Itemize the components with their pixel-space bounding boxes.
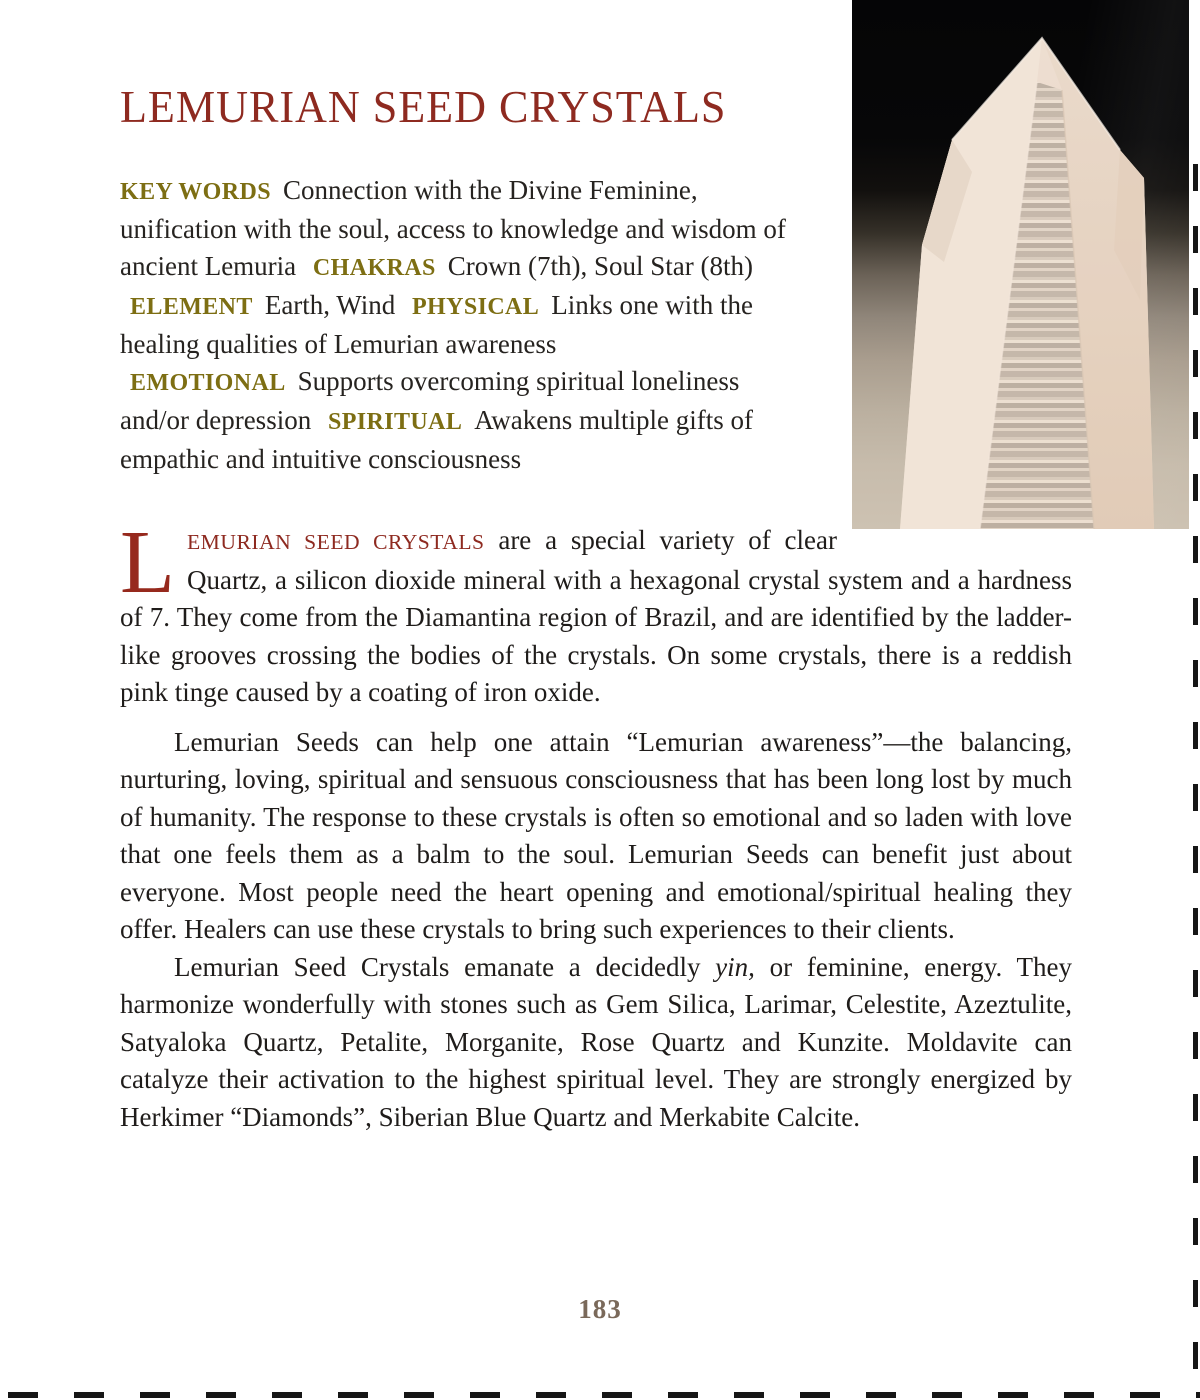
right-edge-ticks <box>1193 164 1198 1400</box>
yin-italic: yin, <box>715 951 755 982</box>
property-value-physical: Links one with the healing qualities of Lemurian awareness <box>120 290 753 359</box>
property-value-key-words: Connection with the Divine Feminine, unification with the soul, access to knowledge and wisdom of ancient Lemuria <box>120 175 786 281</box>
property-value-emotional: Supports overcoming spiritual loneliness and/or depression <box>120 366 740 435</box>
paragraph-3-text: Lemurian Seed Crystals emanate a decidedly <box>174 951 716 982</box>
paragraph-3-text-cont: or feminine, energy. They harmonize wonderfully with stones such as Gem Silica, Larimar, Celestite, Azeztulite, Satyaloka Quartz, Petalite, Morganite, Rose Quartz and Kunzite. Moldavite can catalyze their activation to the highest spiritual level. They are strongly energized by Herkimer “Diamonds”, Siberian Blue Quartz and Merkabite Calcite. <box>120 951 1072 1132</box>
paragraph-1 <box>120 513 1072 712</box>
property-value-chakras: Crown (7th), Soul Star (8th) <box>447 251 753 281</box>
page-number: 183 <box>578 1294 622 1324</box>
property-label-chakras: CHAKRAS <box>312 255 436 281</box>
properties-block <box>120 172 810 478</box>
page-content <box>120 0 1072 1136</box>
lead-small-caps: EMURIAN SEED CRYSTALS <box>186 530 485 554</box>
paragraph-2: Lemurian Seeds can help one attain “Lemurian awareness”—the balancing, nurturing, loving, spiritual and sensuous consciousness that has been long lost by much of humanity. The response to these crystals is often so emotional and so laden with love that one feels them as a balm to the soul. Lemurian Seeds can benefit just about everyone. Most people need the heart opening and emotional/spiritual healing they offer. Healers can use these crystals to bring such experiences to their clients. <box>120 726 1072 944</box>
dropcap-letter: L <box>120 513 175 612</box>
page-title: LEMURIAN SEED CRYSTALS <box>120 81 727 132</box>
property-value-spiritual: Awakens multiple gifts of empathic and intuitive consciousness <box>120 405 753 474</box>
paragraph-1-text: are a special variety of clear Quartz, a silicon dioxide mineral with a hexagonal crystal system and a hardness of 7. They come from the Diamantina region of Brazil, and are identified by the ladder-like grooves crossing the bodies of the crystals. On some crystals, there is a reddish pink tinge caused by a coating of iron oxide. <box>120 525 1072 707</box>
property-value-element: Earth, Wind <box>264 290 396 320</box>
bottom-edge-ticks <box>8 1392 1200 1398</box>
property-label-emotional: EMOTIONAL <box>130 370 286 396</box>
property-label-physical: PHYSICAL <box>411 294 540 320</box>
property-label-spiritual: SPIRITUAL <box>327 409 463 435</box>
photo-wrap-spacer <box>837 522 1072 550</box>
paragraph-3 <box>120 949 1072 1137</box>
property-label-element: ELEMENT <box>130 294 253 320</box>
property-label-key-words: KEY WORDS <box>120 179 271 205</box>
